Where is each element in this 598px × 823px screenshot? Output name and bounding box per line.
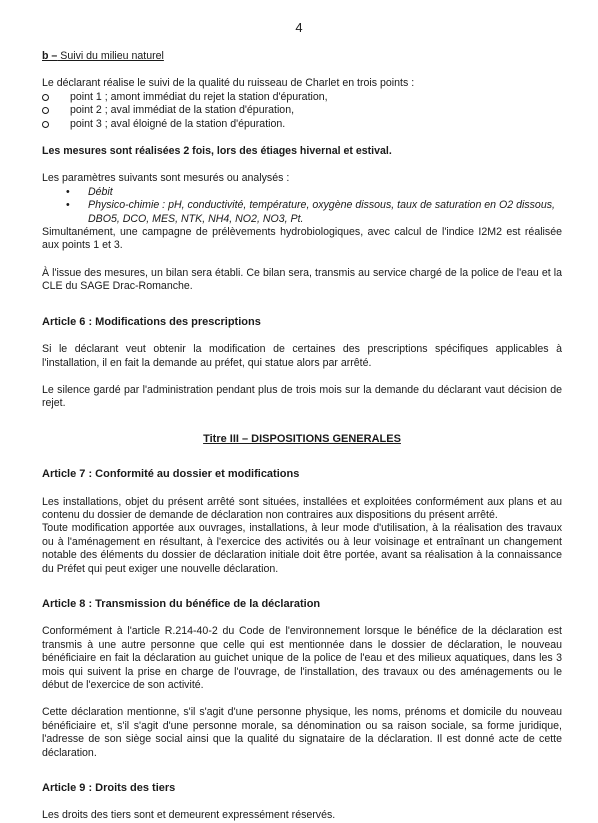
section-title: Suivi du milieu naturel xyxy=(57,50,164,62)
article-6-paragraph: Si le déclarant veut obtenir la modification de certaines des prescriptions spécifiques applicables à l'installation, il en fait la demande au préfet, qui statue alors par arrêté. xyxy=(42,343,562,369)
list-item: • Physico-chimie : pH, conductivité, température, oxygène dissous, taux de saturation en O2 dissous, DBO5, DCO, MES, NTK, NH4, NO2, NO3, Pt. xyxy=(42,199,562,226)
list-item: • Débit xyxy=(42,186,562,199)
article-7-paragraph: Toute modification apportée aux ouvrages, installations, à leur mode d'utilisation, à la réalisation des travaux ou à l'aménagement en résultant, à l'exercice des activités ou à leur voisinage et entraînant un changement notable des éléments du dossier de déclaration initiale doit être portée, avant sa réalisation à la connaissance du Préfet qui peut exiger une nouvelle déclaration. xyxy=(42,522,562,575)
campaign-paragraph: Simultanément, une campagne de prélèvements hydrobiologiques, avec calcul de l'indice I2M2 est réalisée aux points 1 et 3. xyxy=(42,226,562,252)
article-6-title: Article 6 : Modifications des prescriptions xyxy=(42,315,261,328)
article-6-paragraph: Le silence gardé par l'administration pendant plus de trois mois sur la demande du déclarant vaut décision de rejet. xyxy=(42,383,562,410)
article-9-title: Article 9 : Droits des tiers xyxy=(42,782,176,795)
measures-statement: Les mesures sont réalisées 2 fois, lors des étiages hivernal et estival. xyxy=(42,145,392,158)
list-item: point 1 ; amont immédiat du rejet la station d'épuration, xyxy=(42,91,562,104)
titre-heading: Titre III – DISPOSITIONS GENERALES xyxy=(203,432,401,445)
points-list xyxy=(42,91,562,131)
article-8-paragraph: Cette déclaration mentionne, s'il s'agit d'une personne physique, les noms, prénoms et domicile du nouveau bénéficiaire et, s'il s'agit d'une personne morale, sa dénomination ou sa raison sociale, sa forme juridique, l'adresse de son siège social ainsi que la qualité du signataire de la déclaration. Il est donné acte de cette déclaration. xyxy=(42,706,562,759)
article-8-paragraph: Conformément à l'article R.214-40-2 du Code de l'environnement lorsque le bénéfice de la déclaration est transmis à une autre personne que celle qui est mentionnée dans le dossier de déclaration, le nouveau bénéficiaire en fait la déclaration au guichet unique de la police de l'eau et des milieux aquatiques, dans les 3 mois qui suivent la prise en charge de l'ouvrage, de l'installation, des travaux ou des aménagements ou le début de l'exercice de son activité. xyxy=(42,625,562,691)
article-7-paragraph: Les installations, objet du présent arrêté sont situées, installées et exploitées conformément aux plans et au contenu du dossier de demande de déclaration non contraires aux dispositions du présent arrêté. xyxy=(42,495,562,521)
params-intro: Les paramètres suivants sont mesurés ou analysés : xyxy=(42,172,290,185)
section-letter: b – xyxy=(42,50,58,62)
section-intro: Le déclarant réalise le suivi de la qualité du ruisseau de Charlet en trois points : xyxy=(42,77,415,90)
article-7-title: Article 7 : Conformité au dossier et modifications xyxy=(42,468,300,481)
bilan-paragraph: À l'issue des mesures, un bilan sera établi. Ce bilan sera, transmis au service chargé de la police de l'eau et la CLE du SAGE Drac-Romanche. xyxy=(42,266,562,293)
page-number: 4 xyxy=(295,20,303,35)
list-item: point 2 ; aval immédiat de la station d'épuration, xyxy=(42,104,562,117)
article-9-paragraph: Les droits des tiers sont et demeurent expressément réservés. xyxy=(42,809,336,822)
page-content xyxy=(42,50,562,823)
section-heading xyxy=(42,50,562,63)
params-list xyxy=(42,186,562,226)
article-8-title: Article 8 : Transmission du bénéfice de la déclaration xyxy=(42,597,321,610)
list-item: point 3 ; aval éloigné de la station d'épuration. xyxy=(42,118,562,131)
